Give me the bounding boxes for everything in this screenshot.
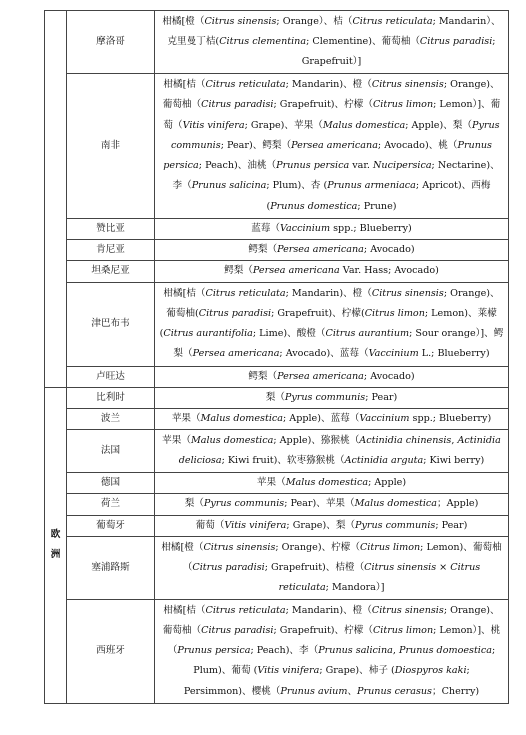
fruit-list-cell: 鳄梨（Persea americana; Avocado) — [155, 240, 509, 261]
fruit-list-cell: 苹果（Malus domestica; Apple)、蓝莓（Vaccinium spp.; Blueberry) — [155, 409, 509, 430]
table-row — [45, 219, 509, 240]
country-cell: 法国 — [67, 430, 155, 473]
country-cell: 西班牙 — [67, 599, 155, 703]
country-cell: 卢旺达 — [67, 366, 155, 387]
table-row — [45, 11, 509, 74]
region-cell-africa — [45, 11, 67, 388]
country-cell: 比利时 — [67, 387, 155, 408]
country-cell: 荷兰 — [67, 494, 155, 515]
country-cell: 坦桑尼亚 — [67, 261, 155, 282]
fruit-list-cell: 梨（Pyrus communis; Pear)、苹果（Malus domestica；Apple) — [155, 494, 509, 515]
country-cell: 葡萄牙 — [67, 515, 155, 536]
country-cell: 津巴布韦 — [67, 282, 155, 366]
table-row — [45, 74, 509, 219]
fruit-list-cell: 柑橘[桔（Citrus reticulata; Mandarin)、橙（Citrus sinensis; Orange)、葡萄柚（Citrus paradisi; Grapefruit)、柠檬（Citrus limon; Lemon）]、桃（Prunus persica; Peach)、李（Prunus salicina, Prunus domoestica; Plum)、葡萄 (Vitis vinifera; Grape)、柿子 (Diospyros kaki; Persimmon)、樱桃（Prunus avium、Prunus cerasus；Cherry) — [155, 599, 509, 703]
fruit-list-cell: 梨（Pyrus communis; Pear) — [155, 387, 509, 408]
table-row — [45, 387, 509, 408]
fruit-list-cell: 苹果（Malus domestica; Apple) — [155, 473, 509, 494]
region-cell-europe — [45, 387, 67, 703]
table-row — [45, 515, 509, 536]
table-row — [45, 494, 509, 515]
country-cell: 摩洛哥 — [67, 11, 155, 74]
country-cell: 肯尼亚 — [67, 240, 155, 261]
fruit-list-cell: 鳄梨（Persea americana Var. Hass; Avocado) — [155, 261, 509, 282]
fruit-list-cell: 柑橘[桔（Citrus reticulata; Mandarin)、橙（Citrus sinensis; Orange)、葡萄柚(Citrus paradisi; Grapefruit)、柠檬(Citrus limon; Lemon)、莱檬(Citrus aurantifolia; Lime)、酸橙（Citrus aurantium; Sour orange）]、鳄梨（Persea americana; Avocado)、蓝莓（Vaccinium L.; Blueberry) — [155, 282, 509, 366]
table-row — [45, 366, 509, 387]
fruit-export-table — [44, 10, 509, 704]
table-row — [45, 430, 509, 473]
table-row — [45, 473, 509, 494]
country-cell: 德国 — [67, 473, 155, 494]
fruit-list-cell: 苹果（Malus domestica; Apple)、猕猴桃（Actinidia chinensis, Actinidia deliciosa; Kiwi fruit)、软枣猕猴桃（Actinidia arguta; Kiwi berry) — [155, 430, 509, 473]
country-cell: 南非 — [67, 74, 155, 219]
country-cell: 赞比亚 — [67, 219, 155, 240]
region-label: 欧 洲 — [50, 529, 61, 561]
table-row — [45, 282, 509, 366]
table-row — [45, 536, 509, 599]
country-cell: 波兰 — [67, 409, 155, 430]
table-row — [45, 261, 509, 282]
fruit-list-cell: 柑橘[橙（Citrus sinensis; Orange)、柠檬（Citrus limon; Lemon)、葡萄柚（Citrus paradisi; Grapefruit)、桔橙（Citrus sinensis × Citrus reticulata; Mandora）] — [155, 536, 509, 599]
table-row — [45, 599, 509, 703]
fruit-list-cell: 柑橘[桔（Citrus reticulata; Mandarin)、橙（Citrus sinensis; Orange)、葡萄柚（Citrus paradisi; Grapefruit)、柠檬（Citrus limon; Lemon）]、葡萄（Vitis vinifera; Grape)、苹果（Malus domestica; Apple)、梨（Pyrus communis; Pear)、鳄梨（Persea americana; Avocado)、桃（Prunus persica; Peach)、油桃（Prunus persica var. Nucipersica; Nectarine)、李（Prunus salicina; Plum)、杏 (Prunus armeniaca; Apricot)、西梅 (Prunus domestica; Prune) — [155, 74, 509, 219]
fruit-list-cell: 蓝莓（Vaccinium spp.; Blueberry) — [155, 219, 509, 240]
fruit-list-cell: 葡萄（Vitis vinifera; Grape)、梨（Pyrus communis; Pear) — [155, 515, 509, 536]
table-row — [45, 409, 509, 430]
fruit-list-cell: 柑橘[橙（Citrus sinensis; Orange）、桔（Citrus reticulata; Mandarin）、克里曼丁桔(Citrus clementina; Clementine)、葡萄柚（Citrus paradisi; Grapefruit）] — [155, 11, 509, 74]
table-row — [45, 240, 509, 261]
fruit-list-cell: 鳄梨（Persea americana; Avocado) — [155, 366, 509, 387]
country-cell: 塞浦路斯 — [67, 536, 155, 599]
